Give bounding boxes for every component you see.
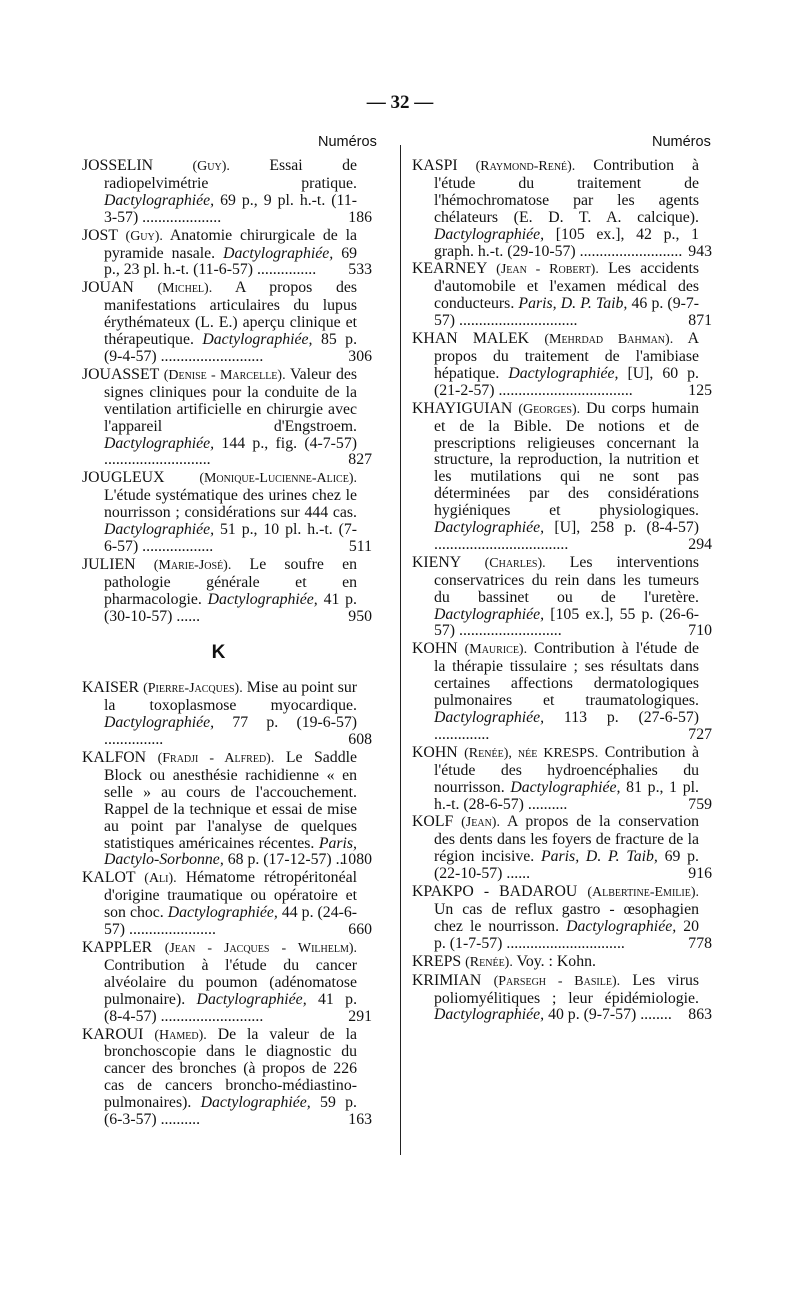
entry-number: 163 (348, 1111, 372, 1129)
entry-details: 69 p., 9 pl. h.-t. (11-3-57) .................... (104, 191, 357, 226)
entry-title: Un cas de reflux gastro - œsophagien chez le nourrisson. (434, 900, 699, 935)
entry-title: Les accidents d'automobile et l'examen médical des conducteurs. (434, 260, 699, 313)
column-divider (400, 145, 401, 1155)
entries-k (82, 679, 372, 1129)
author-name: KOLF (412, 813, 454, 831)
entry-publisher: Dactylographiée, (434, 709, 545, 726)
entry-details: 69 p., 23 pl. h.-t. (11-6-57) ............... (104, 244, 358, 279)
entry-body (412, 745, 699, 814)
entry-number: 759 (688, 795, 712, 813)
catalog-entry (82, 279, 372, 366)
author-first-name: (Michel). (157, 281, 213, 297)
entry-details: [105 ex.], 42 p., 1 graph. h.-t. (29-10-57) .......................... (434, 225, 699, 260)
author-name: KASPI (412, 157, 458, 174)
entry-title: L'étude systématique des urines chez le nourrisson ; considérations sur 444 cas. (104, 487, 357, 522)
catalog-entry (412, 814, 712, 883)
entry-details: 41 p. (30-10-57) ...... (104, 590, 358, 625)
author-first-name: (Jean - Jacques - Wilhelm). (164, 940, 357, 956)
entry-details: 81 p., 1 pl. h.-t. (28-6-57) .......... (434, 778, 699, 813)
author-first-name: (Jean - Robert). (496, 262, 599, 278)
entry-publisher: Paris, D. P. Taib, (518, 295, 628, 313)
author-name: KHAN MALEK (412, 330, 530, 348)
entry-title: Essai de radiopelvimétrie pratique. (104, 157, 357, 192)
entry-title: A propos des manifestations articulaires du lupus érythémateux (L. E.) aperçu clinique et thérapeutique. (104, 279, 358, 349)
entry-body (82, 280, 357, 366)
author-first-name: (Guy). (192, 159, 230, 174)
entry-publisher: Dactylographiée, (104, 434, 215, 452)
entry-publisher: Dactylographiée, (223, 244, 334, 262)
entry-publisher: Dactylographiée, (196, 990, 307, 1008)
author-first-name: (Ali). (144, 871, 177, 887)
entry-publisher: Dactylographiée, (434, 605, 545, 623)
entry-details: [U], 258 p. (8-4-57) .................................. (434, 519, 700, 553)
entry-details: 41 p. (8-4-57) .......................... (104, 990, 358, 1025)
entry-details: 69 p. (22-10-57) ...... (434, 848, 699, 883)
entry-title: Contribution à l'étude du traitement de l'hémochromatose par les agents chélateurs (E. D. T. A. calcique). (434, 157, 699, 226)
entry-details: [105 ex.], 55 p. (26-6-57) .......................... (434, 605, 699, 640)
entry-number: 778 (688, 934, 712, 952)
entry-publisher: Dactylographiée, (104, 521, 215, 539)
catalog-entry (82, 469, 372, 556)
catalog-entry (412, 745, 712, 814)
entry-number: 950 (348, 607, 372, 625)
author-first-name: (Mehrdad Bahman). (544, 332, 674, 348)
entry-body (412, 261, 699, 330)
author-first-name: (Pierre-Jacques). (143, 681, 243, 697)
author-first-name: (Marie-José). (153, 557, 232, 573)
entry-body (82, 680, 357, 749)
author-first-name: (Maurice). (464, 642, 528, 658)
author-name: JOUGLEUX (82, 469, 165, 487)
page-number: — 32 — (366, 92, 434, 113)
column-header-left: Numéros (318, 134, 377, 150)
left-column (82, 157, 372, 1130)
author-name: KALOT (82, 869, 136, 887)
entry-number: 306 (348, 347, 372, 365)
author-name: KEARNEY (412, 260, 487, 278)
author-first-name: (Guy). (125, 228, 163, 244)
catalog-entry (82, 157, 372, 227)
catalog-entry (82, 869, 372, 939)
author-name: KIENY (412, 553, 461, 571)
entry-title: De la valeur de la bronchoscopie dans le diagnostic du cancer des bronches (à propos de 226 cas de cancers broncho-médiastino-pulmonaires). (104, 1025, 358, 1112)
entry-title: Mise au point sur la toxoplasmose myocardique. (104, 679, 358, 715)
catalog-entry (412, 331, 712, 400)
entry-body (412, 814, 699, 883)
entry-title: A propos de la conservation des dents dans les foyers de fracture de la région incisive. (434, 813, 700, 866)
entry-number: 827 (348, 451, 372, 469)
entry-body (412, 641, 699, 743)
entry-details: 68 p. (17-12-57) .. (227, 851, 344, 869)
entry-publisher: Dactylographiée, (434, 225, 545, 243)
author-first-name: (Monique-Lucienne-Alice). (199, 471, 357, 487)
entry-publisher: Dactylographiée, (167, 904, 278, 922)
entry-publisher: Paris, Dactylo-Sorbonne, (104, 834, 357, 869)
entry-body (82, 940, 357, 1026)
entry-number: 186 (348, 208, 372, 226)
catalog-entry (412, 261, 712, 330)
entry-number: 291 (348, 1007, 372, 1025)
author-first-name: (Georges). (518, 401, 581, 417)
entry-body (412, 401, 699, 554)
catalog-entry (82, 749, 372, 869)
entry-body (82, 870, 357, 939)
author-first-name: (Jean). (461, 815, 500, 831)
catalog-entry (82, 226, 372, 280)
author-name: KAPPLER (82, 938, 153, 956)
entry-body (412, 884, 699, 953)
entry-publisher: Dactylographiée, (202, 331, 313, 349)
entry-number: 710 (688, 622, 712, 640)
catalog-entry (412, 973, 712, 1025)
catalog-entry (412, 954, 712, 972)
catalog-entry (412, 884, 712, 953)
author-name: KOHN (412, 743, 458, 761)
author-name: KPAKPO - BADAROU (412, 883, 578, 901)
entry-title: Contribution à l'étude de la thérapie tissulaire ; ses résultats dans certaines affections dermatologiques pulmonaires et traumatologiques. (434, 640, 699, 710)
author-name: KAROUI (82, 1025, 144, 1043)
author-first-name: (Charles). (484, 555, 546, 571)
entry-number: 608 (348, 731, 372, 749)
entry-title: Voy. : Kohn. (516, 952, 596, 970)
entry-body (82, 158, 357, 227)
entry-body (412, 158, 699, 260)
author-name: KAISER (82, 679, 140, 697)
entry-number: 660 (348, 921, 372, 939)
entry-publisher: Dactylographiée, (207, 590, 318, 608)
entry-publisher: Dactylographiée, (508, 364, 619, 382)
author-name: JOSSELIN (82, 157, 154, 174)
author-first-name: (Denise - Marcelle). (163, 367, 286, 383)
entry-title: Les virus poliomyélitiques ; leur épidémiologie. (434, 971, 700, 1007)
entry-publisher: Dactylographiée, (434, 1006, 545, 1024)
catalog-entry (412, 401, 712, 554)
entry-publisher: Dactylographiée, (510, 778, 621, 796)
entry-details: 144 p., fig. (4-7-57) ........................... (104, 434, 357, 469)
entry-details: 20 p. (1-7-57) .............................. (434, 917, 699, 952)
entry-publisher: Dactylographiée, (104, 714, 215, 732)
author-first-name: (Fradji - Alfred). (157, 751, 275, 766)
entry-details: 51 p., 10 pl. h.-t. (7-6-57) .................. (104, 521, 357, 555)
author-name: JOST (82, 226, 118, 244)
entries-right (412, 158, 712, 1024)
entry-title: A propos du traitement de l'amibiase hépatique. (434, 330, 700, 382)
entry-number: 1080 (340, 851, 372, 869)
entry-body (412, 954, 699, 972)
entry-body (82, 367, 357, 469)
entry-body (412, 555, 699, 641)
entry-title: Le soufre en pathologie générale et en pharmacologie. (104, 555, 357, 608)
entry-number: 916 (688, 865, 712, 883)
section-letter-k: K (211, 642, 226, 664)
entry-body (412, 973, 699, 1025)
entry-publisher: Dactylographiée, (434, 519, 545, 537)
entry-title: Contribution à l'étude du cancer alvéolaire du poumon (adénomatose pulmonaire). (104, 956, 357, 1008)
entry-number: 871 (688, 312, 712, 330)
entry-number: 294 (688, 535, 712, 553)
author-first-name: (Albertine-Emilie). (587, 885, 699, 901)
catalog-entry (82, 679, 372, 749)
entry-number: 533 (348, 261, 372, 279)
author-first-name: (Hamed). (154, 1027, 207, 1043)
entry-body (412, 331, 699, 400)
entry-title: Hématome rétropéritonéal d'origine traumatique ou opératoire et son choc. (104, 869, 357, 922)
author-name: KREPS (412, 952, 462, 970)
catalog-entry (82, 1025, 372, 1129)
author-name: KALFON (82, 749, 147, 766)
entry-details: 77 p. (19-6-57) ............... (104, 714, 358, 749)
entry-publisher: Dactylographiée, (200, 1094, 311, 1112)
entry-body (82, 557, 357, 626)
right-column (412, 158, 712, 1025)
author-first-name: (Raymond-René). (475, 159, 576, 174)
author-first-name: (Parsegh - Basile). (493, 973, 621, 989)
catalog-entry (82, 938, 372, 1026)
entry-number: 943 (688, 242, 712, 260)
entry-body (82, 228, 357, 280)
author-name: KOHN (412, 640, 458, 658)
entry-details: 59 p. (6-3-57) .......... (104, 1094, 357, 1129)
entry-title: Anatomie chirurgicale de la pyramide nasale. (104, 226, 358, 262)
entry-details: 85 p. (9-4-57) .......................... (104, 331, 358, 365)
catalog-entry (82, 365, 372, 469)
author-first-name: (Renée). (465, 954, 513, 970)
entry-title: Le Saddle Block ou anesthésie rachidienne « en selle » au cours de l'accouchement. Rappel de la technique et essai de mise au point par l'analyse de quelques statistiques américaines récentes. (104, 749, 358, 852)
catalog-entry (82, 555, 372, 626)
author-name: KRIMIAN (412, 971, 482, 989)
author-first-name: (Renée), née KRESPS. (464, 745, 599, 761)
entry-body (82, 470, 357, 556)
entry-details: 40 p. (9-7-57) ........ (548, 1006, 672, 1024)
entry-number: 863 (688, 1006, 712, 1024)
catalog-entry (412, 158, 712, 260)
entry-details: 46 p. (9-7-57) .............................. (434, 295, 700, 330)
column-header-right: Numéros (652, 134, 711, 150)
entry-details: 113 p. (27-6-57) .............. (434, 709, 700, 743)
entry-publisher: Paris, D. P. Taib, (540, 848, 658, 866)
entry-title: Valeur des signes cliniques pour la conduite de la ventilation artificielle en chirurgie avec l'appareil d'Engstroem. (104, 365, 358, 435)
entry-publisher: Dactylographiée, (566, 917, 677, 935)
entry-title: Du corps humain et de la Bible. De notions et de prescriptions religieuses concernant la structure, la reproduction, la nutrition et les mutilations qui ne sont pas déterminées par des considérations hygiéniques et physiologiques. (434, 399, 699, 520)
entry-body (82, 1027, 357, 1129)
entry-details: [U], 60 p. (21-2-57) .................................. (434, 364, 699, 399)
entry-details: 44 p. (24-6-57) ...................... (104, 904, 358, 939)
catalog-entry (412, 641, 712, 743)
entry-title: Les interventions conservatrices du rein dans les tumeurs du bassinet ou de l'uretère. (434, 553, 699, 606)
entry-body (82, 750, 357, 869)
author-name: JULIEN (82, 555, 136, 573)
entry-publisher: Dactylographiée, (104, 191, 215, 209)
entry-title: Contribution à l'étude des hydroencéphalies du nourrisson. (434, 743, 699, 796)
entry-number: 125 (688, 381, 712, 399)
author-name: JOUAN (82, 279, 134, 297)
entry-number: 727 (688, 725, 712, 743)
author-name: KHAYIGUIAN (412, 399, 513, 417)
entry-number: 511 (348, 537, 372, 555)
author-name: JOUASSET (82, 365, 159, 383)
entries-j (82, 157, 372, 625)
catalog-entry (412, 555, 712, 641)
